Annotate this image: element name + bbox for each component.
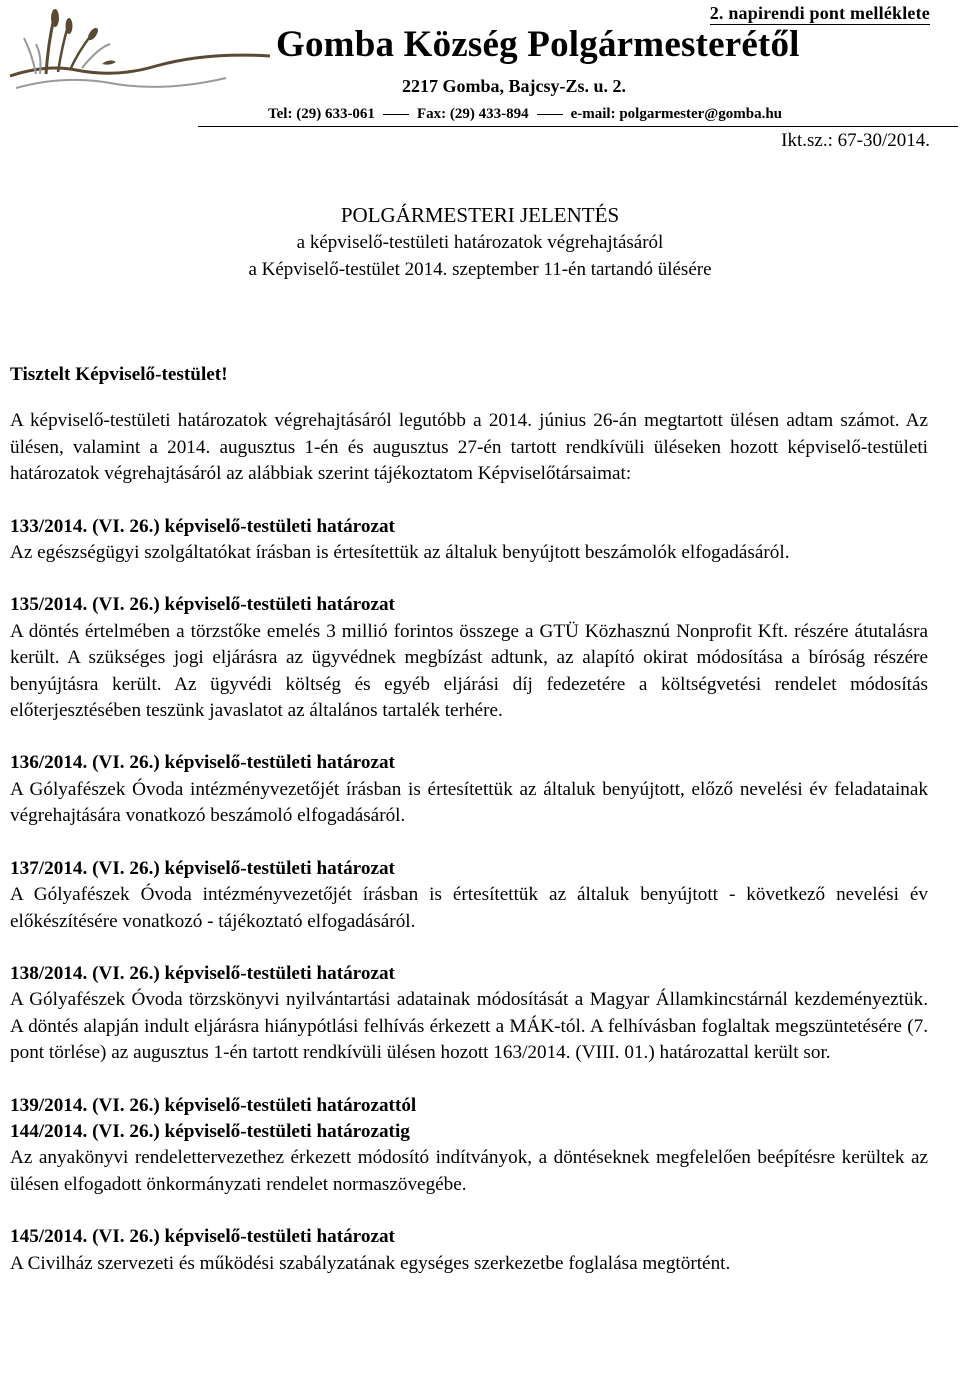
resolution-text: A Gólyafészek Óvoda intézményvezetőjét írásban is értesítettük az általuk benyújtott, előző nevelési év feladatainak végrehajtására vonatkozó beszámoló elfogadásáról. xyxy=(10,778,928,827)
resolution-item xyxy=(10,1093,928,1199)
resolution-item xyxy=(10,592,928,724)
salutation: Tisztelt Képviselő-testület! xyxy=(10,364,228,385)
file-reference: Ikt.sz.: 67-30/2014. xyxy=(781,130,930,151)
resolution-text: A Gólyafészek Óvoda törzskönyvi nyilvántartási adatainak módosítását a Magyar Államkincstárnál kezdeményeztük. A döntés alapján indult eljárásra hiánypótlási felhívás érkezett a MÁK-tól. A felhívásban foglaltak megszüntetésére (7. pont törlése) az augusztus 1-én tartott rendkívüli ülésen hozott 163/2014. (VIII. 01.) határozattal került sor. xyxy=(10,989,928,1064)
resolution-title: 133/2014. (VI. 26.) képviselő-testületi határozat xyxy=(10,515,395,537)
resolution-title: 138/2014. (VI. 26.) képviselő-testületi határozat xyxy=(10,962,395,984)
resolution-text: A Gólyafészek Óvoda intézményvezetőjét írásban is értesítettük az általuk benyújtott - következő nevelési év előkészítésére vonatkozó - tájékoztató elfogadásáról. xyxy=(10,884,928,932)
resolution-title: 135/2014. (VI. 26.) képviselő-testületi határozat xyxy=(10,594,395,616)
resolution-text: A döntés értelmében a törzstőke emelés 3 millió forintos összege a GTÜ Közhasznú Nonprofit Kft. részére átutalásra került. A szükséges jogi eljárásra az ügyvédnek megbízást adtunk, az alapító okirat módosítása a bíróság részére benyújtásra került. Az ügyvédi költség és egyéb eljárási díj fedezetére a költségvetési rendelet módosítás előterjesztésében teszünk javaslatot az általános tartalék terhére. xyxy=(10,620,928,722)
report-body xyxy=(10,362,928,1303)
municipality-logo-icon xyxy=(6,4,272,96)
resolution-title: 145/2014. (VI. 26.) képviselő-testületi határozat xyxy=(10,1226,395,1248)
resolution-item xyxy=(10,750,928,829)
fax-number: Fax: (29) 433-894 xyxy=(416,106,529,122)
resolution-title: 139/2014. (VI. 26.) képviselő-testületi határozattól xyxy=(10,1094,417,1116)
resolution-text: A Civilház szervezeti és működési szabályzatának egységes szerkezetbe foglalása megtörtént. xyxy=(10,1252,731,1274)
report-title-subtitle: a képviselő-testületi határozatok végrehajtásáról xyxy=(296,232,664,253)
resolution-item xyxy=(10,1224,928,1277)
resolution-text: Az anyakönyvi rendelettervezethez érkezett módosító indítványok, a döntéseknek megfelelően beépítésre kerültek az ülésen elfogadott önkormányzati rendelet normaszövegébe. xyxy=(10,1147,928,1195)
resolution-text: Az egészségügyi szolgáltatókat írásban is értesítettük az általuk benyújtott beszámolók elfogadásáról. xyxy=(10,542,790,564)
report-title-main: POLGÁRMESTERI JELENTÉS xyxy=(340,203,620,227)
org-address: 2217 Gomba, Bajcsy-Zs. u. 2. xyxy=(402,76,627,96)
separator-dash xyxy=(537,114,563,115)
resolution-item xyxy=(10,961,928,1067)
email-address: e-mail: polgarmester@gomba.hu xyxy=(570,106,783,122)
report-title-session: a Képviselő-testület 2014. szeptember 11-én tartandó ülésére xyxy=(248,259,712,280)
separator-dash xyxy=(383,114,409,115)
resolution-title: 136/2014. (VI. 26.) képviselő-testületi határozat xyxy=(10,752,395,774)
resolution-title-range-end: 144/2014. (VI. 26.) képviselő-testületi határozatig xyxy=(10,1120,410,1142)
resolution-item xyxy=(10,856,928,935)
org-contact-line xyxy=(268,104,782,124)
resolution-item xyxy=(10,514,928,567)
report-title xyxy=(0,202,960,283)
phone-number: Tel: (29) 633-061 xyxy=(268,106,375,122)
resolution-title: 137/2014. (VI. 26.) képviselő-testületi határozat xyxy=(10,857,395,879)
header-divider xyxy=(198,126,958,127)
annex-label: 2. napirendi pont melléklete xyxy=(709,3,930,23)
intro-paragraph: A képviselő-testületi határozatok végrehajtásáról legutóbb a 2014. június 26-án megtartott ülésen adtam számot. Az ülésen, valamint a 2014. augusztus 1-én és augusztus 27-én tartott rendkívüli üléseken hozott képviselő-testületi határozatok végrehajtásáról az alábbiak szerint tájékoztatom Képviselőtársaimat: xyxy=(10,410,928,485)
org-name: Gomba Község Polgármesterétől xyxy=(276,24,800,65)
